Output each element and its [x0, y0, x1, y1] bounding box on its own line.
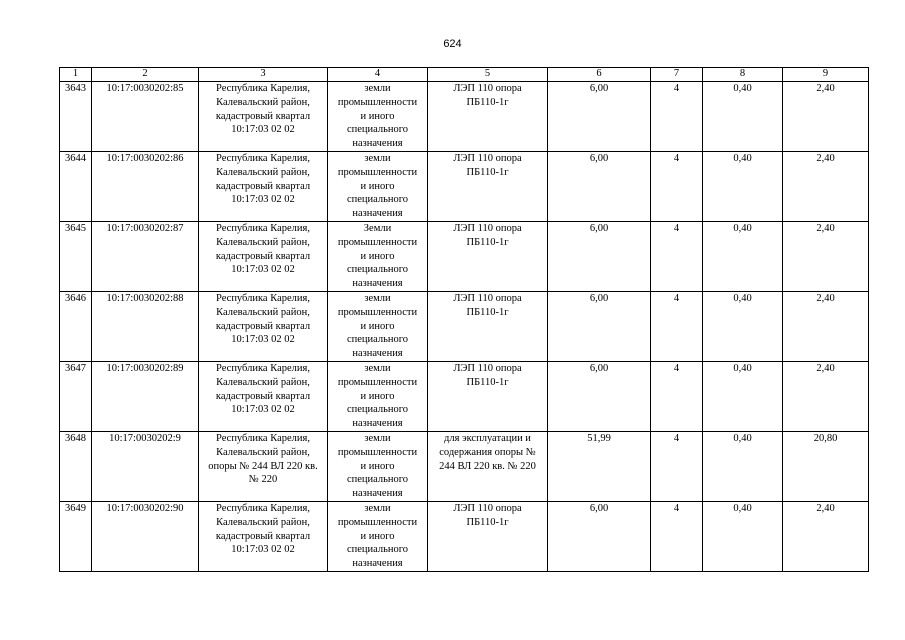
- column-header: 9: [783, 68, 869, 82]
- cell-line: и иного: [360, 180, 395, 192]
- cell-line: ПБ110-1г: [466, 376, 509, 388]
- cell-line: 10:17:03 02 02: [231, 124, 295, 136]
- cell-line: кадастровый квартал: [215, 180, 311, 192]
- cell-line: 244 ВЛ 220 кв. № 220: [439, 460, 536, 472]
- cell-line: ПБ110-1г: [466, 166, 509, 178]
- cell-line: Калевальский район,: [216, 516, 310, 528]
- cell-line: назначения: [352, 278, 403, 290]
- location-cell: [199, 291, 328, 361]
- area-cell: 6,00: [548, 361, 651, 431]
- column-7-cell: 4: [651, 221, 703, 291]
- land-category-cell: [328, 291, 428, 361]
- cell-line: Республика Карелия,: [216, 362, 310, 374]
- column-7-cell: 4: [651, 361, 703, 431]
- column-9-cell: 2,40: [783, 361, 869, 431]
- land-category-cell: [328, 221, 428, 291]
- cell-line: содержания опоры №: [439, 446, 536, 458]
- table-row: [60, 82, 869, 152]
- purpose-cell: [428, 151, 548, 221]
- cell-line: земли: [364, 502, 391, 514]
- table-row: [60, 291, 869, 361]
- purpose-cell: [428, 221, 548, 291]
- purpose-cell: [428, 431, 548, 501]
- land-category-cell: [328, 431, 428, 501]
- cell-line: назначения: [352, 558, 403, 570]
- cell-line: ЛЭП 110 опора: [453, 292, 522, 304]
- cadastral-number-cell: 10:17:0030202:85: [92, 82, 199, 152]
- cell-line: ПБ110-1г: [466, 516, 509, 528]
- cell-line: и иного: [360, 460, 395, 472]
- cell-line: земли: [364, 292, 391, 304]
- cell-line: кадастровый квартал: [215, 250, 311, 262]
- row-number-cell: 3648: [60, 431, 92, 501]
- column-8-cell: 0,40: [703, 501, 783, 571]
- cell-line: Калевальский район,: [216, 306, 310, 318]
- column-8-cell: 0,40: [703, 221, 783, 291]
- cell-line: назначения: [352, 348, 403, 360]
- column-7-cell: 4: [651, 82, 703, 152]
- area-cell: 6,00: [548, 291, 651, 361]
- cell-line: 10:17:03 02 02: [231, 334, 295, 346]
- row-number-cell: 3643: [60, 82, 92, 152]
- header-row: [60, 68, 869, 82]
- cell-line: ЛЭП 110 опора: [453, 502, 522, 514]
- cadastral-number-cell: 10:17:0030202:87: [92, 221, 199, 291]
- column-9-cell: 20,80: [783, 431, 869, 501]
- cell-line: 10:17:03 02 02: [231, 264, 295, 276]
- cell-line: № 220: [248, 474, 278, 486]
- cell-line: назначения: [352, 208, 403, 220]
- area-cell: 6,00: [548, 501, 651, 571]
- cell-line: 10:17:03 02 02: [231, 404, 295, 416]
- cell-line: ЛЭП 110 опора: [453, 362, 522, 374]
- table-row: [60, 151, 869, 221]
- cell-line: земли: [364, 83, 391, 94]
- cell-line: назначения: [352, 138, 403, 150]
- land-category-cell: [328, 151, 428, 221]
- area-cell: 51,99: [548, 431, 651, 501]
- column-header: 4: [328, 68, 428, 82]
- row-number-cell: 3644: [60, 151, 92, 221]
- cell-line: специального: [346, 404, 409, 416]
- cell-line: и иного: [360, 320, 395, 332]
- area-cell: 6,00: [548, 151, 651, 221]
- cell-line: и иного: [360, 110, 395, 122]
- cadastral-number-cell: 10:17:0030202:88: [92, 291, 199, 361]
- cell-line: Калевальский район,: [216, 376, 310, 388]
- table-row: [60, 221, 869, 291]
- cell-line: специального: [346, 194, 409, 206]
- cell-line: Республика Карелия,: [216, 83, 310, 94]
- cell-line: ПБ110-1г: [466, 96, 509, 108]
- cell-line: промышленности: [337, 516, 418, 528]
- cell-line: земли: [364, 432, 391, 444]
- location-cell: [199, 361, 328, 431]
- row-number-cell: 3645: [60, 221, 92, 291]
- column-7-cell: 4: [651, 431, 703, 501]
- cell-line: Калевальский район,: [216, 446, 310, 458]
- cell-line: земли: [364, 362, 391, 374]
- location-cell: [199, 501, 328, 571]
- area-cell: 6,00: [548, 82, 651, 152]
- cell-line: для эксплуатации и: [444, 432, 531, 444]
- land-category-cell: [328, 501, 428, 571]
- cell-line: специального: [346, 264, 409, 276]
- cell-line: ЛЭП 110 опора: [453, 222, 522, 234]
- cell-line: назначения: [352, 488, 403, 500]
- purpose-cell: [428, 82, 548, 152]
- cell-line: опоры № 244 ВЛ 220 кв.: [208, 460, 318, 472]
- cell-line: Калевальский район,: [216, 166, 310, 178]
- purpose-cell: [428, 291, 548, 361]
- cell-line: промышленности: [337, 376, 418, 388]
- purpose-cell: [428, 501, 548, 571]
- cadastral-number-cell: 10:17:0030202:90: [92, 501, 199, 571]
- cadastral-number-cell: 10:17:0030202:86: [92, 151, 199, 221]
- cell-line: Калевальский район,: [216, 96, 310, 108]
- table-row: [60, 431, 869, 501]
- cell-line: специального: [346, 474, 409, 486]
- cell-line: ПБ110-1г: [466, 236, 509, 248]
- column-8-cell: 0,40: [703, 151, 783, 221]
- column-8-cell: 0,40: [703, 431, 783, 501]
- cell-line: ЛЭП 110 опора: [453, 83, 522, 94]
- column-header: 1: [60, 68, 92, 82]
- cadastral-number-cell: 10:17:0030202:9: [92, 431, 199, 501]
- table-row: [60, 501, 869, 571]
- table-row: [60, 361, 869, 431]
- cell-line: земли: [364, 152, 391, 164]
- cell-line: специального: [346, 544, 409, 556]
- cell-line: кадастровый квартал: [215, 390, 311, 402]
- land-category-cell: [328, 82, 428, 152]
- column-8-cell: 0,40: [703, 291, 783, 361]
- cell-line: промышленности: [337, 306, 418, 318]
- column-header: 2: [92, 68, 199, 82]
- cell-line: промышленности: [337, 236, 418, 248]
- purpose-cell: [428, 361, 548, 431]
- column-9-cell: 2,40: [783, 82, 869, 152]
- column-9-cell: 2,40: [783, 151, 869, 221]
- column-header: 6: [548, 68, 651, 82]
- cell-line: и иного: [360, 250, 395, 262]
- cell-line: 10:17:03 02 02: [231, 194, 295, 206]
- cell-line: Республика Карелия,: [216, 502, 310, 514]
- land-category-cell: [328, 361, 428, 431]
- location-cell: [199, 431, 328, 501]
- cell-line: 10:17:03 02 02: [231, 544, 295, 556]
- row-number-cell: 3649: [60, 501, 92, 571]
- column-header: 8: [703, 68, 783, 82]
- cell-line: и иного: [360, 530, 395, 542]
- column-8-cell: 0,40: [703, 361, 783, 431]
- row-number-cell: 3647: [60, 361, 92, 431]
- cell-line: и иного: [360, 390, 395, 402]
- cadastral-number-cell: 10:17:0030202:89: [92, 361, 199, 431]
- area-cell: 6,00: [548, 221, 651, 291]
- land-registry-table: [59, 67, 869, 572]
- column-header: 3: [199, 68, 328, 82]
- page-number: 624: [443, 38, 462, 50]
- cell-line: ЛЭП 110 опора: [453, 152, 522, 164]
- column-7-cell: 4: [651, 501, 703, 571]
- cell-line: Республика Карелия,: [216, 152, 310, 164]
- column-9-cell: 2,40: [783, 291, 869, 361]
- location-cell: [199, 82, 328, 152]
- cell-line: Земли: [363, 222, 392, 234]
- column-7-cell: 4: [651, 151, 703, 221]
- cell-line: кадастровый квартал: [215, 530, 311, 542]
- cell-line: Калевальский район,: [216, 236, 310, 248]
- cell-line: кадастровый квартал: [215, 110, 311, 122]
- cell-line: Республика Карелия,: [216, 222, 310, 234]
- cell-line: Республика Карелия,: [216, 292, 310, 304]
- column-header: 7: [651, 68, 703, 82]
- cell-line: промышленности: [337, 446, 418, 458]
- column-header: 5: [428, 68, 548, 82]
- cell-line: назначения: [352, 418, 403, 430]
- cell-line: ПБ110-1г: [466, 306, 509, 318]
- table-body: [60, 82, 869, 572]
- column-8-cell: 0,40: [703, 82, 783, 152]
- location-cell: [199, 151, 328, 221]
- cell-line: специального: [346, 124, 409, 136]
- cell-line: промышленности: [337, 166, 418, 178]
- cell-line: Республика Карелия,: [216, 432, 310, 444]
- column-9-cell: 2,40: [783, 501, 869, 571]
- cell-line: специального: [346, 334, 409, 346]
- cell-line: промышленности: [337, 96, 418, 108]
- cell-line: кадастровый квартал: [215, 320, 311, 332]
- row-number-cell: 3646: [60, 291, 92, 361]
- column-7-cell: 4: [651, 291, 703, 361]
- location-cell: [199, 221, 328, 291]
- column-9-cell: 2,40: [783, 221, 869, 291]
